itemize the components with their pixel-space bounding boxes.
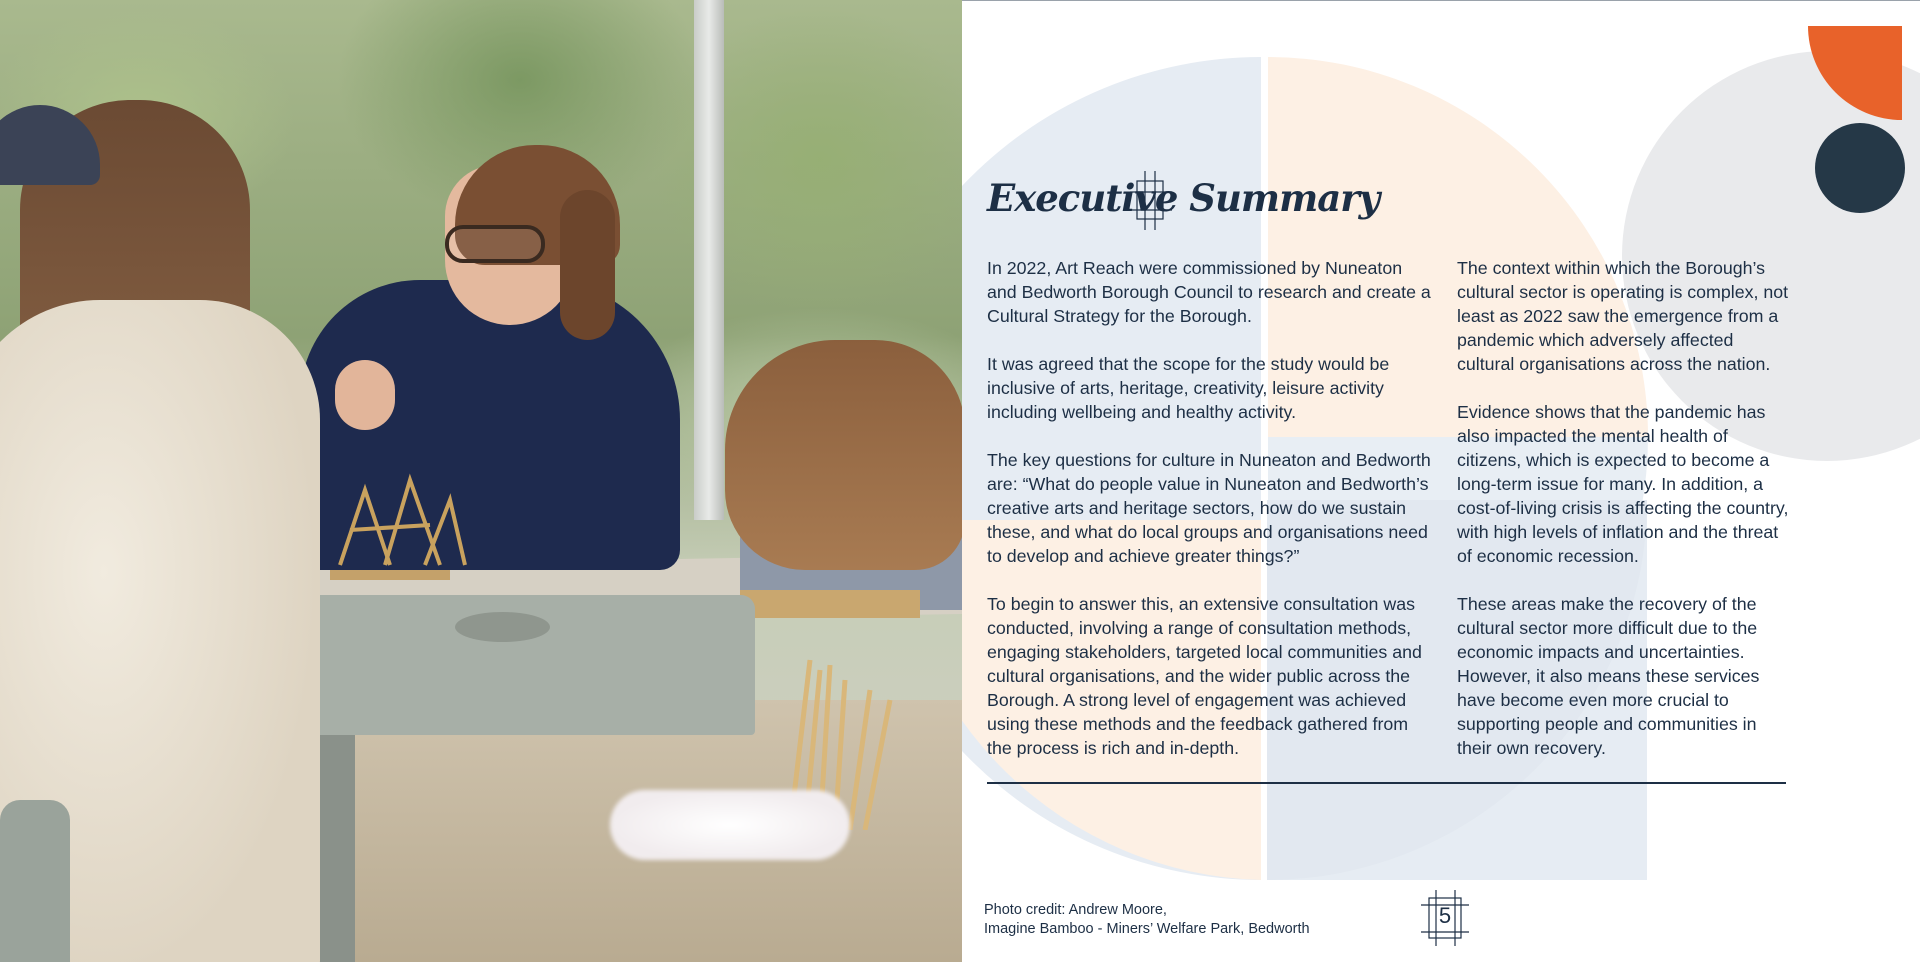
paragraph: These areas make the recovery of the cultural sector more difficult due to the economic impacts and uncertainties. However, it also means these services have become even more crucial to supporting people and communities in their own recovery.	[1457, 594, 1760, 758]
paragraph: Evidence shows that the pandemic has also impacted the mental health of citizens, which is expected to become a long-term issue for many. In addition, a cost-of-living crisis is affecting the country, with high levels of inflation and the threat of economic recession.	[1457, 402, 1789, 566]
photo-person-hair-bun	[560, 190, 615, 340]
paragraph: It was agreed that the scope for the study would be inclusive of arts, heritage, creativity, leisure activity including wellbeing and healthy activity.	[987, 354, 1390, 422]
paragraph: The context within which the Borough’s cultural sector is operating is complex, not least as 2022 saw the emergence from a pandemic which adversely affected cultural organisations across the nation.	[1457, 258, 1789, 374]
photo-person-leaning-hair	[725, 340, 962, 570]
tent-pole	[694, 0, 724, 520]
photo-bamboo-model	[330, 470, 470, 570]
deco-navy-circle	[1815, 123, 1905, 213]
photo-glasses	[445, 225, 545, 263]
photo-chair-handle	[455, 612, 550, 642]
photo-credit	[984, 901, 1310, 939]
left-text-column	[987, 256, 1435, 784]
photo-credit-line: Photo credit: Andrew Moore,	[984, 902, 1167, 918]
page-title: Executive Summary	[987, 176, 1380, 220]
right-text-column	[1457, 256, 1789, 784]
photo-hand	[335, 360, 395, 430]
page-number-block	[1419, 888, 1471, 950]
section-divider	[987, 782, 1786, 784]
photo-credit-line: Imagine Bamboo - Miners’ Welfare Park, Bedworth	[984, 921, 1310, 937]
photo-wood-plank	[740, 590, 920, 618]
paragraph: The key questions for culture in Nuneaton and Bedworth are: “What do people value in Nuneaton and Bedworth’s creative arts and heritage sectors, how do we sustain these, and what do local groups and organisations need to develop and achieve greater things?”	[987, 450, 1431, 566]
photo-cotton-wool	[610, 790, 850, 860]
photo-chair-left	[0, 800, 70, 962]
paragraph: In 2022, Art Reach were commissioned by Nuneaton and Bedworth Borough Council to research and create a Cultural Strategy for the Borough.	[987, 258, 1431, 326]
paragraph: To begin to answer this, an extensive consultation was conducted, involving a range of consultation methods, engaging stakeholders, targeted local communities and cultural organisations, and the wider public across the Borough. A strong level of engagement was achieved using these methods and the feedback gathered from the process is rich and in-depth.	[987, 594, 1422, 758]
page-number: 5	[1438, 903, 1452, 928]
